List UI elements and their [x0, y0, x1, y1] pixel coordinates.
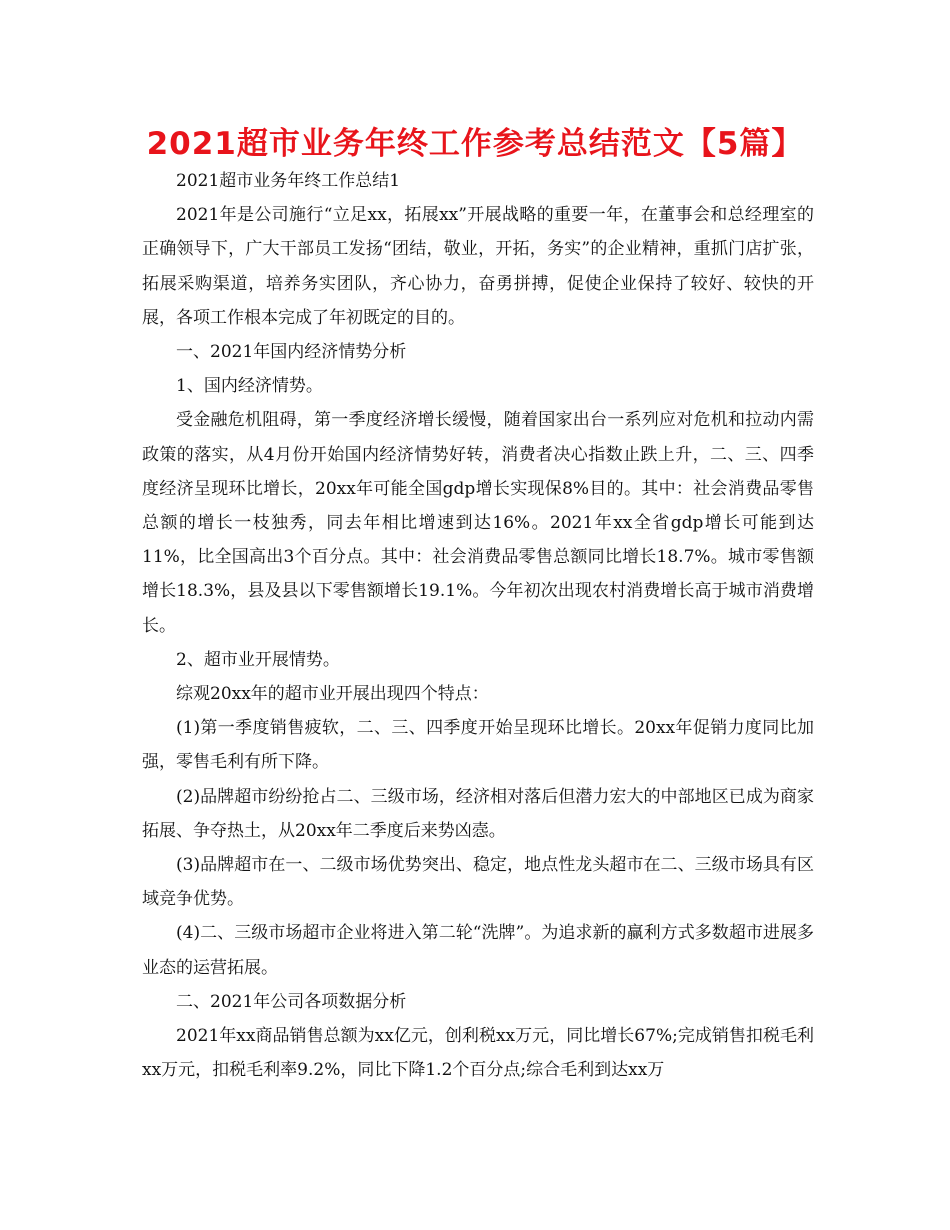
document-title: 2021超市业务年终工作参考总结范文【5篇】	[146, 126, 804, 162]
document-body	[142, 164, 814, 1087]
list-item: (2)品牌超市纷纷抢占二、三级市场，经济相对落后但潜力宏大的中部地区已成为商家拓展、争夺热土，从20xx年二季度后来势凶悫。	[142, 786, 814, 841]
paragraph: 2021年xx商品销售总额为xx亿元，创利税xx万元，同比增长67%;完成销售扣税毛利xx万元，扣税毛利率9.2%，同比下降1.2个百分点;综合毛利到达xx万	[142, 1026, 814, 1081]
list-item: (1)第一季度销售疲软，二、三、四季度开始呈现环比增长。20xx年促销力度同比加强，零售毛利有所下降。	[142, 718, 814, 773]
paragraph: 受金融危机阻碍，第一季度经济增长缓慢，随着国家出台一系列应对危机和拉动内需政策的落实，从4月份开始国内经济情势好转，消费者决心指数止跌上升，二、三、四季度经济呈现环比增长，20xx年可能全国gdp增长实现保8%目的。其中：社会消费品零售总额的增长一枝独秀，同去年相比增速到达16%。2021年xx全省gdp增长可能到达11%，比全国高出3个百分点。其中：社会消费品零售总额同比增长18.7%。城市零售额增长18.3%，县及县以下零售额增长19.1%。今年初次出现农村消费增长高于城市消费增长。	[142, 410, 814, 636]
list-item: (3)品牌超市在一、二级市场优势突出、稳定，地点性龙头超市在二、三级市场具有区域竞争优势。	[142, 855, 814, 910]
paragraph: 2021年是公司施行“立足xx，拓展xx”开展战略的重要一年，在董事会和总经理室的正确领导下，广大干部员工发扬“团结，敬业，开拓，务实”的企业精神，重抓门店扩张，拓展采购渠道，培养务实团队，齐心协力，奋勇拼搏，促使企业保持了较好、较快的开展，各项工作根本完成了年初既定的目的。	[142, 205, 814, 328]
list-item: (4)二、三级市场超市企业将进入第二轮“洗牌”。为追求新的赢利方式多数超市进展多业态的运营拓展。	[142, 923, 814, 978]
section-heading: 2021超市业务年终工作总结1	[176, 171, 401, 191]
section-heading: 二、2021年公司各项数据分析	[176, 991, 407, 1012]
subsection-heading: 2、超市业开展情势。	[176, 649, 340, 670]
section-heading: 一、2021年国内经济情势分析	[176, 342, 407, 363]
paragraph: 综观20xx年的超市业开展出现四个特点：	[176, 684, 489, 705]
subsection-heading: 1、国内经济情势。	[176, 376, 323, 397]
